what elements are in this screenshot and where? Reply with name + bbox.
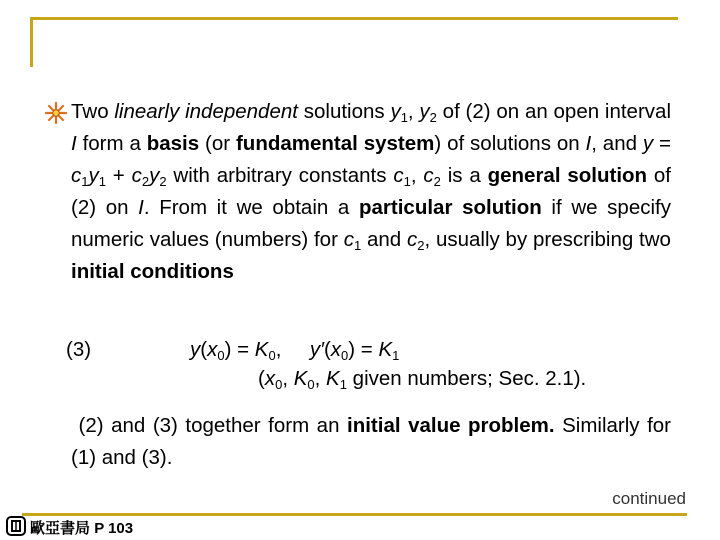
text-run: general solution bbox=[487, 164, 648, 187]
text-run: Similarly for (1) and (3). bbox=[71, 414, 671, 469]
text-run: c bbox=[393, 164, 404, 187]
text-run: . From it we obtain a bbox=[143, 196, 359, 219]
subscript: 1 bbox=[400, 110, 408, 125]
text-run: (or bbox=[199, 132, 236, 155]
text-run: c bbox=[343, 228, 354, 251]
text-run: and bbox=[361, 228, 407, 251]
subscript: 1 bbox=[339, 377, 347, 392]
text-run: y bbox=[390, 100, 401, 123]
subscript: 2 bbox=[159, 174, 167, 189]
text-run: , and bbox=[591, 132, 643, 155]
subscript: 2 bbox=[417, 238, 425, 253]
math-run: x bbox=[264, 367, 276, 390]
page-number: P 103 bbox=[94, 520, 134, 537]
subscript: 0 bbox=[307, 377, 315, 392]
subscript: 1 bbox=[353, 238, 362, 253]
continued-label: continued bbox=[612, 489, 686, 508]
math-run: ( bbox=[258, 367, 265, 390]
frame-bottom-line bbox=[22, 513, 687, 516]
text-run: c bbox=[71, 164, 82, 187]
subscript: 2 bbox=[141, 174, 150, 189]
math-run: y′ bbox=[309, 338, 324, 361]
text-run: c bbox=[406, 228, 418, 251]
text-run: form a bbox=[76, 132, 147, 155]
subscript: 0 bbox=[275, 377, 283, 392]
initial-conditions-equation bbox=[190, 338, 399, 362]
publisher-footer bbox=[30, 517, 133, 538]
math-run: K bbox=[378, 338, 393, 361]
equation-note bbox=[258, 367, 586, 391]
publisher-logo-icon bbox=[6, 516, 26, 536]
frame-left-line bbox=[30, 17, 33, 67]
math-run: ( bbox=[200, 338, 208, 361]
subscript: 0 bbox=[268, 348, 276, 363]
subscript: 0 bbox=[217, 348, 225, 363]
text-run: of (2) on an open interval bbox=[436, 100, 671, 123]
text-run: with arbitrary constants bbox=[166, 164, 394, 187]
text-run: = bbox=[653, 132, 671, 155]
definition-paragraph bbox=[71, 96, 671, 288]
starburst-bullet-icon bbox=[44, 101, 68, 125]
text-run: fundamental system bbox=[235, 132, 435, 155]
text-run: initial value problem. bbox=[347, 414, 555, 437]
math-run: K bbox=[293, 367, 308, 390]
text-run: I bbox=[71, 132, 77, 155]
text-run: I bbox=[138, 196, 144, 219]
text-run: solutions bbox=[297, 100, 391, 123]
math-run: , bbox=[282, 367, 294, 390]
text-run: , usually by prescribing two bbox=[424, 228, 671, 251]
text-run: y bbox=[419, 100, 430, 123]
subscript: 0 bbox=[341, 348, 349, 363]
math-run: ( bbox=[323, 338, 331, 361]
subscript: 1 bbox=[392, 348, 400, 363]
text-run: , bbox=[410, 164, 424, 187]
math-run: given numbers; Sec. 2.1). bbox=[346, 367, 587, 390]
text-run: , bbox=[407, 100, 420, 123]
math-run: ) = bbox=[348, 338, 379, 361]
text-run: y bbox=[88, 164, 99, 187]
math-run: , bbox=[314, 367, 327, 390]
text-run: basis bbox=[146, 132, 200, 155]
text-run: + bbox=[105, 164, 132, 187]
math-run: y bbox=[190, 338, 201, 361]
text-run: if we specify numeric values (numbers) for bbox=[71, 196, 671, 251]
math-run: ) = bbox=[224, 338, 255, 361]
equation-number: (3) bbox=[66, 338, 92, 361]
text-run: y bbox=[642, 132, 654, 155]
text-run: ) of solutions on bbox=[434, 132, 586, 155]
subscript: 2 bbox=[429, 110, 437, 125]
text-run: initial conditions bbox=[71, 260, 234, 283]
subscript: 2 bbox=[433, 174, 441, 189]
text-run: of (2) on bbox=[71, 164, 671, 219]
text-run: particular solution bbox=[359, 196, 542, 219]
math-run: x bbox=[207, 338, 218, 361]
frame-top-line bbox=[30, 17, 678, 20]
math-run: K bbox=[326, 367, 340, 390]
subscript: 1 bbox=[81, 174, 89, 189]
text-run: y bbox=[149, 164, 160, 187]
ivp-paragraph bbox=[71, 410, 671, 474]
math-run: K bbox=[254, 338, 269, 361]
text-run: c bbox=[131, 164, 142, 187]
publisher-name: 歐亞書局 bbox=[30, 520, 91, 537]
text-run: linearly independent bbox=[114, 100, 298, 123]
math-run: , bbox=[275, 338, 310, 361]
text-run: Two bbox=[71, 100, 115, 123]
text-run: is a bbox=[440, 164, 488, 187]
text-run: (2) and (3) together form an bbox=[78, 414, 348, 437]
math-run: x bbox=[330, 338, 342, 361]
text-run: I bbox=[585, 132, 592, 155]
subscript: 1 bbox=[403, 174, 411, 189]
text-run: c bbox=[423, 164, 434, 187]
subscript: 1 bbox=[98, 174, 106, 189]
